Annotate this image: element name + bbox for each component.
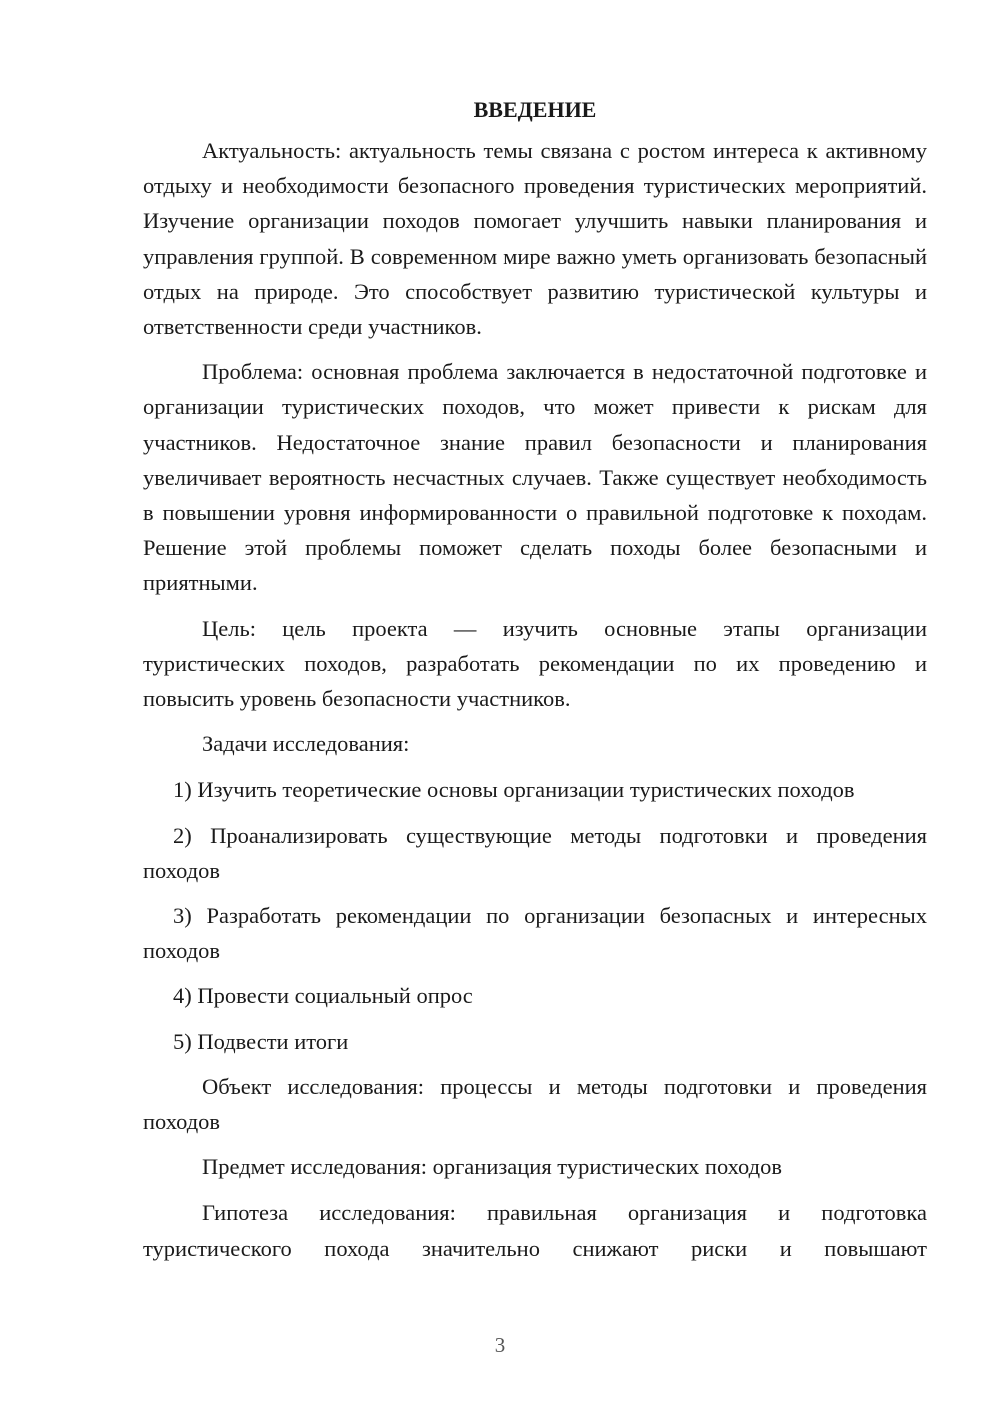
page-content	[143, 92, 927, 1276]
object-paragraph: Объект исследования: процессы и методы подготовки и проведения походов	[143, 1073, 927, 1135]
hypothesis-paragraph: Гипотеза исследования: правильная организация и подготовка туристического похода значительно снижают риски и повышают	[143, 1200, 927, 1261]
tasks-title: Задачи исследования:	[202, 731, 410, 757]
task-item-1: 1) Изучить теоретические основы организации туристических походов	[173, 777, 855, 803]
relevance-paragraph: Актуальность: актуальность темы связана с ростом интереса к активному отдыху и необходимости безопасного проведения туристических мероприятий. Изучение организации походов помогает улучшить навыки планирования и управления группой. В современном мире важно уметь организовать безопасный отдых на природе. Это способствует развитию туристической культуры и ответственности среди участников.	[143, 138, 927, 340]
subject-paragraph: Предмет исследования: организация туристических походов	[202, 1154, 782, 1180]
task-item-4: 4) Провести социальный опрос	[173, 983, 473, 1009]
task-item-3: 3) Разработать рекомендации по организации безопасных и интересных походов	[143, 903, 927, 964]
task-item-2: 2) Проанализировать существующие методы подготовки и проведения походов	[143, 822, 927, 883]
task-item-5: 5) Подвести итоги	[173, 1028, 349, 1054]
page-number: 3	[494, 1333, 506, 1357]
section-heading: ВВЕДЕНИЕ	[473, 97, 597, 122]
problem-paragraph: Проблема: основная проблема заключается в недостаточной подготовке и организации туристических походов, что может привести к рискам для участников. Недостаточное знание правил безопасности и планирования увеличивает вероятность несчастных случаев. Также существует необходимость в повышении уровня информированности о правильной подготовке к походам. Решение этой проблемы поможет сделать походы более безопасными и приятными.	[143, 359, 927, 596]
goal-paragraph: Цель: цель проекта — изучить основные этапы организации туристических походов, разработать рекомендации по их проведению и повысить уровень безопасности участников.	[143, 615, 927, 712]
